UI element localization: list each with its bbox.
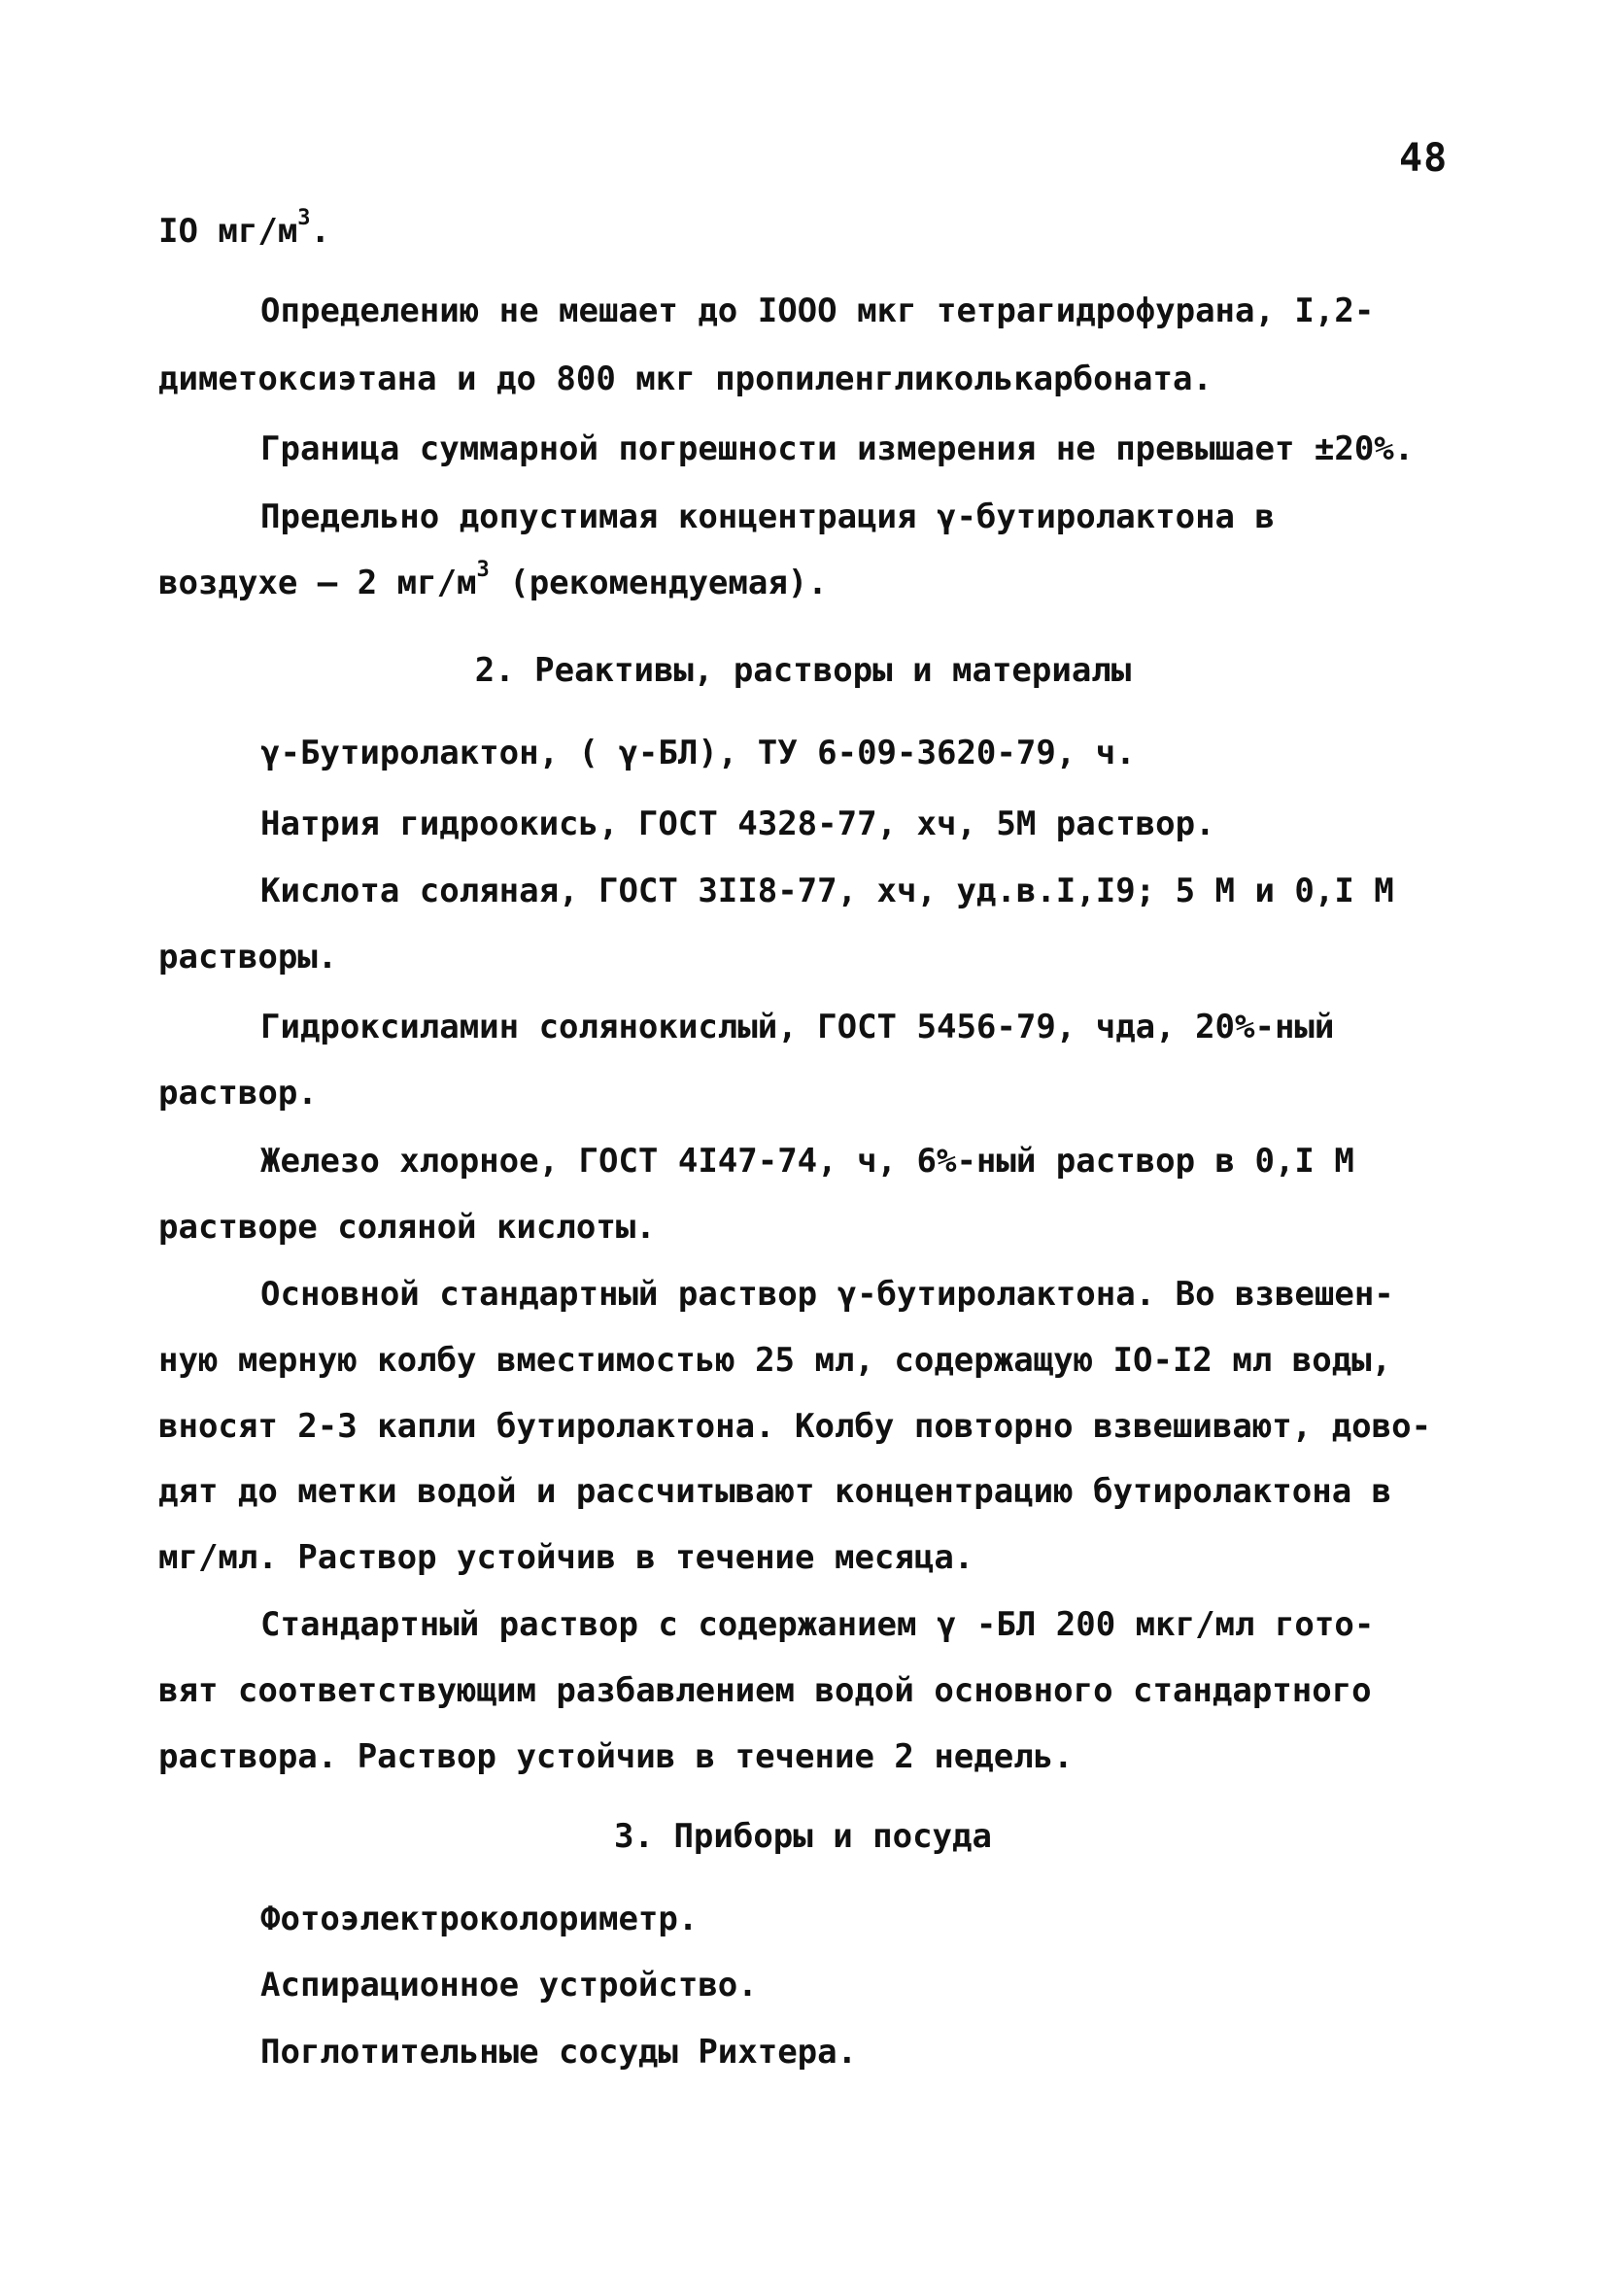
paragraph-line: дят до метки водой и рассчитывают концентрацию бутиролактона в <box>158 1472 1392 1511</box>
paragraph-line: Гидроксиламин солянокислый, ГОСТ 5456-79, чда, 20%-ный <box>260 1008 1335 1046</box>
page-number: 48 <box>1399 136 1449 181</box>
paragraph-line <box>158 558 828 602</box>
paragraph-line: раствор. <box>158 1074 318 1113</box>
paragraph-line: мг/мл. Раствор устойчив в течение месяца. <box>158 1538 974 1577</box>
text-segment: IO мг/м <box>158 212 298 251</box>
paragraph-line: Натрия гидроокись, ГОСТ 4328-77, хч, 5М раствор. <box>260 805 1215 843</box>
paragraph-line: Определению не мешает до IOOO мкг тетрагидрофурана, I,2- <box>260 291 1375 330</box>
text-segment: (рекомендуемая). <box>489 564 828 602</box>
paragraph-line: Стандартный раствор с содержанием γ -БЛ 200 мкг/мл гото- <box>260 1605 1375 1644</box>
text-segment: . <box>310 212 331 251</box>
list-item: Поглотительные сосуды Рихтера. <box>260 2033 858 2072</box>
list-item: Фотоэлектроколориметр. <box>260 1900 699 1938</box>
paragraph-line: вносят 2-3 капли бутиролактона. Колбу повторно взвешивают, дово- <box>158 1407 1432 1446</box>
paragraph-line: диметоксиэтана и до 800 мкг пропиленгликолькарбоната. <box>158 360 1213 398</box>
text-segment: воздухе – 2 мг/м <box>158 564 477 602</box>
paragraph-line: Предельно допустимая концентрация γ-бутиролактона в <box>260 497 1275 536</box>
section-heading: 2. Реактивы, растворы и материалы <box>474 651 1132 690</box>
superscript: 3 <box>476 558 490 582</box>
paragraph-line: растворе соляной кислоты. <box>158 1208 656 1247</box>
paragraph-line: ную мерную колбу вместимостью 25 мл, содержащую IO-I2 мл воды, <box>158 1341 1392 1380</box>
paragraph-line <box>158 206 331 251</box>
superscript: 3 <box>297 206 311 230</box>
paragraph-line: Кислота соляная, ГОСТ 3II8-77, хч, уд.в.I,I9; 5 М и 0,I М <box>260 872 1394 910</box>
paragraph-line: γ-Бутиролактон, ( γ-БЛ), ТУ 6-09-3620-79, ч. <box>260 734 1136 772</box>
list-item: Аспирационное устройство. <box>260 1966 758 2005</box>
paragraph-line: Железо хлорное, ГОСТ 4I47-74, ч, 6%-ный раствор в 0,I М <box>260 1142 1354 1181</box>
paragraph-line: растворы. <box>158 938 338 977</box>
section-heading: 3. Приборы и посуда <box>614 1817 992 1856</box>
paragraph-line: Граница суммарной погрешности измерения не превышает ±20%. <box>260 429 1415 468</box>
paragraph-line: раствора. Раствор устойчив в течение 2 недель. <box>158 1737 1074 1776</box>
paragraph-line: вят соответствующим разбавлением водой основного стандартного <box>158 1671 1372 1710</box>
paragraph-line: Основной стандартный раствор γ-бутиролактона. Во взвешен- <box>260 1275 1394 1314</box>
